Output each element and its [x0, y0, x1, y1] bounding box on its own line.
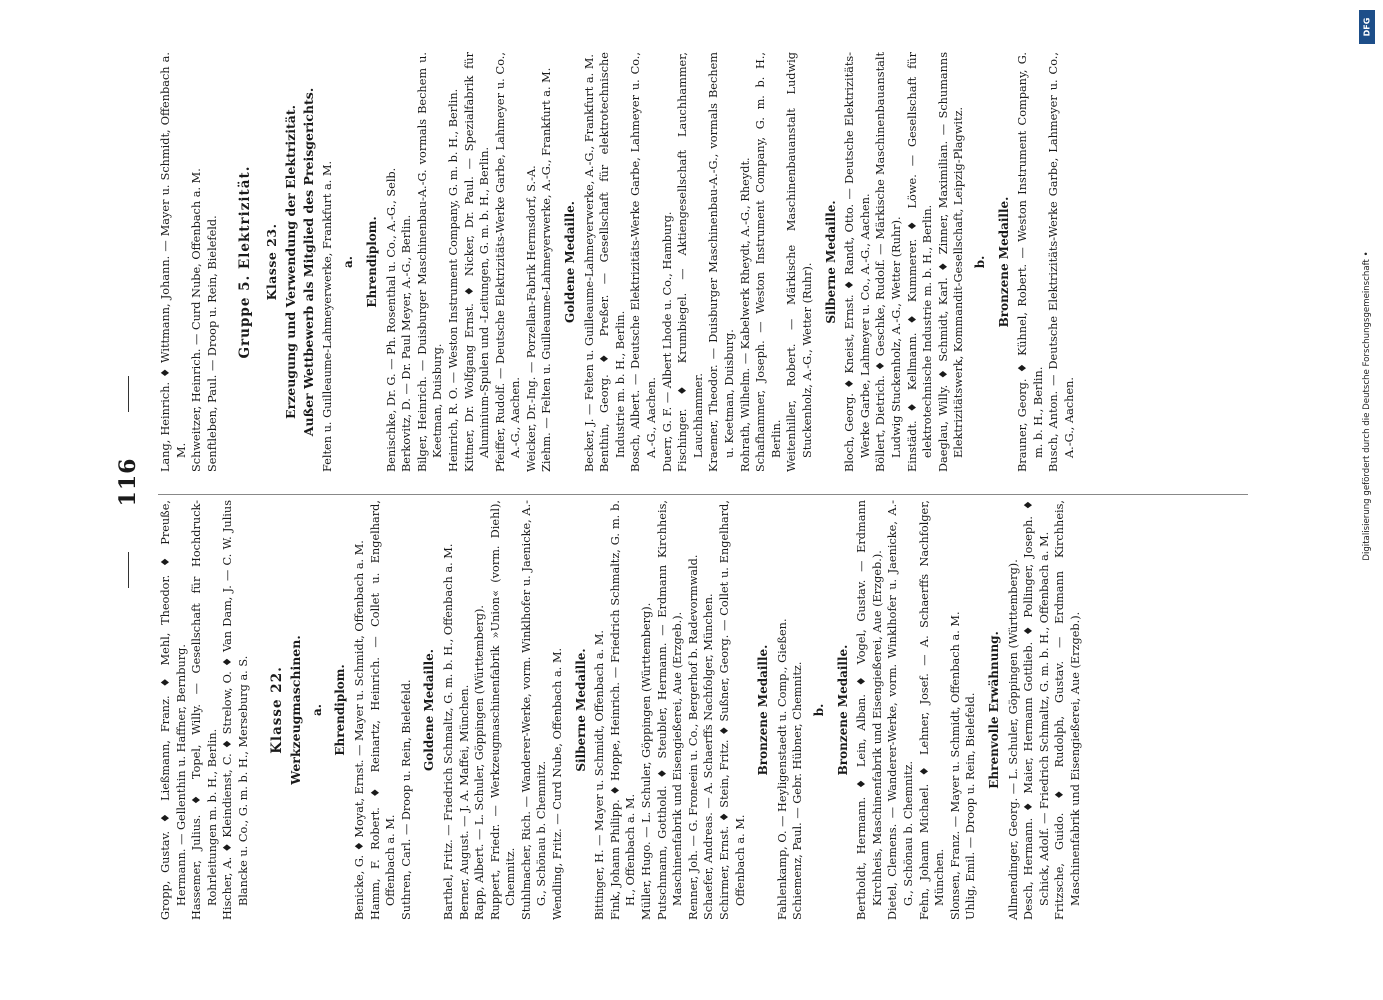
award-heading: Ehrenvolle Erwähnung. — [986, 631, 1001, 789]
list-item: Allmendinger, Georg. — L. Schuler, Göppingen (Württemberg). — [1006, 559, 1020, 920]
list-item: Duerr, G. F. — Albert Lhode u. Co., Hamburg. — [660, 211, 674, 472]
section-heading: Klasse 22. — [268, 666, 285, 754]
list-item: Stuhlmacher, Rich. — Wanderer-Werke, vorm. Winklhofer u. Jaenicke, A.-G., Schönau b. Chemnitz. — [519, 500, 549, 920]
page-number-dash-left — [128, 552, 129, 588]
award-heading: Ehrendiplom. — [364, 216, 379, 308]
list-item: Bittinger, H. — Mayer u. Schmidt, Offenbach a. M. — [593, 630, 607, 920]
class-title: Werkzeugmaschinen. — [288, 635, 304, 785]
list-item: Ziehm. — Felten u. Guilleaume-Lahmeyerwerke, A.-G., Frankfurt a. M. — [540, 67, 554, 472]
list-item: Einstädt. ♦ Kellmann. ♦ Kummerer. ♦ Löwe. — Gesellschaft für elektrotechnische Industrie m. b. H., Berlin. — [905, 52, 935, 472]
class-title: Erzeugung und Verwendung der Elektrizität. — [282, 105, 298, 419]
class-title: Außer Wettbewerb als Mitglied des Preisgerichts. — [301, 87, 317, 437]
dfg-logo-text: DFG — [1362, 17, 1372, 37]
list-item: Barthel, Fritz. — Friedrich Schmaltz, G. m. b. H., Offenbach a. M. — [441, 543, 455, 920]
award-heading: Bronzene Medaille. — [835, 644, 850, 776]
right-column — [158, 52, 1077, 472]
digitization-credit — [1355, 6, 1379, 994]
list-item: Benicke, G. ♦ Moyat, Ernst. — Mayer u. Schmidt, Offenbach a. M. — [352, 540, 366, 920]
list-item: Benischke, Dr. G. — Ph. Rosenthal u. Co., A.-G., Selb. — [384, 167, 398, 472]
list-item: Rapp, Albert. — L. Schuler, Göppingen (Württemberg). — [473, 604, 487, 920]
subsection-letter: a. — [309, 704, 324, 716]
list-item: Bertholdt, Hermann. ♦ Lein, Alban. ♦ Vogel, Gustav. — Erdmann Kirchheis, Maschinenfabrik und Eisengießerei, Aue (Erzgeb.). — [855, 500, 884, 920]
award-heading: Bronzene Medaille. — [756, 644, 771, 776]
list-item: Bilger, Heinrich. — Duisburger Maschinenbau-A.-G. vormals Bechem u. Keetman, Duisburg. — [415, 52, 445, 472]
list-item: Fritzsche, Guido. ♦ Rudolph, Gustav. — Erdmann Kirchheis, Maschinenfabrik und Eisengießerei, Aue (Erzgeb.). — [1053, 500, 1082, 920]
list-item: Kittner, Dr. Wolfgang Ernst. ♦ Nicker, Dr. Paul. — Spezialfabrik für Aluminium-Spulen und -Leitungen, G. m. b. H., Berlin. — [462, 52, 492, 472]
list-item: Schirmer, Ernst. ♦ Stein, Fritz. ♦ Sußner, Georg. — Collet u. Engelhard, Offenbach a. M. — [718, 500, 747, 920]
award-heading: Ehrendiplom. — [333, 664, 348, 756]
list-item: Benthin, Georg. ♦ Preßer. — Gesellschaft für elektrotechnische Industrie m. b. H., Berlin. — [598, 52, 627, 472]
subsection-letter: b. — [972, 255, 987, 269]
list-item: Brauner, Georg. ♦ Kühnel, Robert. — Weston Instrument Company, G. m. b. H., Berlin. — [1016, 52, 1045, 472]
list-item: Dietel, Clemens. — Wanderer-Werke, vorm. Winklhofer u. Jaenicke, A.-G., Schönau b. Chemnitz. — [886, 500, 915, 920]
list-item: Wendling, Fritz. — Curd Nube, Offenbach a. M. — [551, 647, 565, 920]
page-number: 116 — [115, 457, 141, 507]
list-item: Müller, Hugo. — L. Schuler, Göppingen (Württemberg). — [640, 602, 654, 920]
class-heading: Klasse 23. — [263, 223, 279, 301]
list-item: Böllert, Dietrich. ♦ Geschke, Rudolf. — Märkische Maschinenbauanstalt Ludwig Stuckenholz, A.-G., Wetter (Ruhr). — [874, 52, 903, 472]
list-item: Pfeiffer, Rudolf. — Deutsche Elektrizitäts-Werke Garbe, Lahmeyer u. Co., A.-G., Aachen. — [493, 52, 523, 472]
list-item: Fehn, Johann Michael. ♦ Lehner, Josef. — A. Schaerffs Nachfolger, München. — [917, 500, 947, 920]
list-item: Hamm, F. Robert. ♦ Reinartz, Heinrich. — Collet u. Engelhard, Offenbach a. M. — [368, 500, 398, 920]
award-heading: Silberne Medaille. — [573, 648, 588, 772]
list-item: Slonsen, Franz. — Mayer u. Schmidt, Offenbach a. M. — [948, 611, 962, 920]
list-item: Berkovitz, D. — Dr. Paul Meyer, A.-G., Berlin. — [400, 214, 414, 472]
subsection-letter: a. — [341, 256, 356, 268]
list-item: Kraemer, Theodor. — Duisburger Maschinenbau-A.-G., vormals Bechem u. Keetman, Duisburg. — [707, 52, 736, 472]
list-item: Hischer, A. ♦ Kleindienst, C. ♦ Strelow, O. ♦ Van Dam, J. — C. W. Julius Blancke u. Co., G. m. b. H., Merseburg a. S. — [221, 500, 250, 920]
subsection-letter: b. — [811, 703, 826, 717]
column-divider — [158, 494, 1248, 495]
list-item: Bosch, Albert. — Deutsche Elektrizitäts-Werke Garbe, Lahmeyer u. Co., A.-G., Aachen. — [629, 52, 659, 472]
list-item: Hassemer, Julius. ♦ Topel, Willy. — Gesellschaft für Hochdruck-Rohrleitungen m. b. H., Berlin. — [190, 500, 219, 920]
award-heading: Bronzene Medaille. — [996, 196, 1011, 328]
list-item: Schweitzer, Heinrich. — Curd Nube, Offenbach a. M. — [190, 168, 204, 472]
note-text: Felten u. Guilleaume-Lahmeyerwerke, Frankfurt a. M. — [320, 160, 334, 472]
list-item: Schafhammer, Joseph. — Weston Instrument Company, G. m. b. H., Berlin. — [754, 52, 783, 472]
list-item: Lang, Heinrich. ♦ Wittmann, Johann. — Mayer u. Schmidt, Offenbach a. M. — [159, 52, 188, 472]
list-item: Weicker, Dr.-Ing. — Porzellan-Fabrik Hermsdorf, S.-A. — [524, 165, 538, 472]
list-item: Renner, Joh. — G. Froneein u. Co., Bergerhof b. Radevormwald. — [686, 554, 700, 920]
list-item: Fahlenkamp, O. — Heyligenstaedt u. Comp., Gießen. — [775, 618, 789, 920]
list-item: Heinrich, R. O. — Weston Instrument Company, G. m. b. H., Berlin. — [446, 88, 460, 472]
list-item: Senftleben, Paul. — Droop u. Rein, Bielefeld. — [205, 215, 219, 472]
section-heading: Gruppe 5. Elektrizität. — [237, 165, 254, 359]
award-heading: Goldene Medaille. — [563, 201, 578, 323]
page-number-dash-right — [128, 376, 129, 412]
list-item: Gropp, Gustav. ♦ Ließmann, Franz. ♦ Mehl, Theodor. ♦ Preuße, Hermann. — Gellenthin u. Haffner, Bernburg. — [159, 500, 188, 920]
list-item: Ruppert, Friedr. — Werkzeugmaschinenfabrik »Union« (vorm. Diehl), Chemnitz. — [488, 500, 518, 920]
award-heading: Silberne Medaille. — [823, 200, 838, 324]
list-item: Schaefer, Andreas. — A. Schaerffs Nachfolger, München. — [702, 593, 716, 920]
list-item: Bloch, Georg. ♦ Kneist, Ernst. ♦ Randt, Otto. — Deutsche Elektrizitäts-Werke Garbe, Lahmeyer u. Co., A.-G., Aachen. — [843, 52, 872, 472]
list-item: Desch, Hermann. ♦ Maier, Hermann Gottlieb. ♦ Pollinger, Joseph. ♦ Schick, Adolf. — Friedrich Schmaltz, G. m. b. H., Offenbach a. M. — [1022, 500, 1051, 920]
award-heading: Goldene Medaille. — [422, 649, 437, 771]
left-column — [158, 500, 1083, 920]
list-item: Schiemenz, Paul. — Gebr. Hübner, Chemnitz. — [791, 661, 805, 920]
list-item: Fink, Johann Philipp. ♦ Hoppe, Heinrich. — Friedrich Schmaltz, G. m. b. H., Offenbach a. M. — [608, 500, 638, 920]
list-item: Daeglau, Willy. ♦ Schmidt, Karl. ♦ Zinner, Maximilian. — Schumanns Elektrizitätswerk, Kommandit-Gesellschaft, Leipzig-Plagwitz. — [936, 52, 966, 472]
list-item: Weitenhiller, Robert. — Märkische Maschinenbauanstalt Ludwig Stuckenholz, A.-G., Wetter (Ruhr). — [785, 52, 814, 472]
list-item: Uhlig, Emil. — Droop u. Rein, Bielefeld. — [964, 692, 978, 920]
list-item: Rohrath, Wilhelm. — Kabelwerk Rheydt, A.-G., Rheydt. — [738, 157, 752, 472]
list-item: Becker, J. — Felten u. Guilleaume-Lahmeyerwerke, A.-G., Frankfurt a. M. — [582, 54, 596, 472]
list-item: Putschmann, Gotthold. ♦ Steubler, Hermann. — Erdmann Kirchheis, Maschinenfabrik und Eisengießerei, Aue (Erzgeb.). — [655, 500, 685, 920]
credit-text: Digitalisierung gefördert durch die Deutsche Forschungsgemeinschaft • — [1362, 251, 1372, 561]
list-item: Berner, August. — J. A. Maffei, München. — [457, 684, 471, 920]
list-item: Busch, Anton. — Deutsche Elektrizitäts-Werke Garbe, Lahmeyer u. Co., A.-G., Aachen. — [1047, 52, 1076, 472]
list-item: Suthren, Carl. — Droop u. Rein, Bielefeld. — [399, 679, 413, 920]
list-item: Fischinger. ♦ Krumbiegel. — Aktiengesellschaft Lauchhammer, Lauchhammer. — [676, 52, 705, 472]
